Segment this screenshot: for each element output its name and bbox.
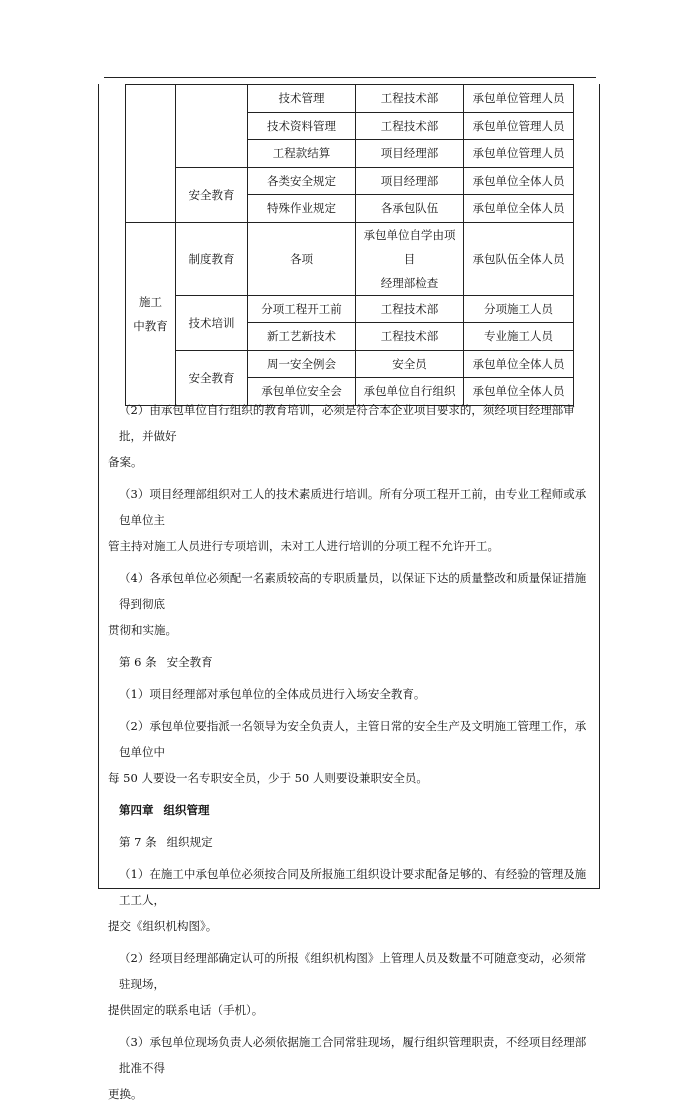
table-cell: 工程款结算 (248, 140, 356, 168)
paragraph (108, 1029, 594, 1107)
paragraph-line: （2）承包单位要指派一名领导为安全负责人，主管日常的安全生产及文明施工管理工作，承包单位中 (119, 719, 587, 759)
chapter-number: 第四章 (119, 803, 154, 817)
table-cell: 特殊作业规定 (248, 195, 356, 223)
table-cell: 各类安全规定 (248, 167, 356, 195)
cell-line: 经理部检查 (380, 275, 439, 290)
paragraph-line: 提交《组织机构图》。 (108, 919, 218, 933)
chapter-heading (119, 797, 594, 823)
paragraph-line: （2）由承包单位自行组织的教育培训，必须是符合本企业项目要求的，须经项目经理部审批，并做好 (119, 403, 575, 443)
table-row (126, 85, 574, 113)
table-cell: 承包单位安全会 (248, 378, 356, 406)
table-row (126, 295, 574, 323)
paragraph (119, 681, 594, 707)
table-cell: 安全教育 (176, 350, 248, 405)
chapter-title: 组织管理 (163, 803, 210, 817)
article-title: 安全教育 (166, 655, 213, 669)
table-cell: 工程技术部 (356, 323, 464, 351)
phase-label-line2: 中教育 (133, 318, 168, 333)
table-cell: 承包单位管理人员 (464, 112, 574, 140)
paragraph-line: 每 50 人要设一名专职安全员，少于 50 人则要设兼职安全员。 (108, 771, 428, 785)
paragraph-line: 贯彻和实施。 (108, 623, 177, 637)
table-cell: 各项 (248, 222, 356, 295)
paragraph (108, 713, 594, 791)
table-cell: 技术资料管理 (248, 112, 356, 140)
article-number: 第 7 条 (119, 835, 157, 849)
table-cell: 周一安全例会 (248, 350, 356, 378)
table-cell: 承包队伍全体人员 (464, 222, 574, 295)
paragraph (108, 945, 594, 1023)
table-cell: 分项工程开工前 (248, 295, 356, 323)
table-cell: 项目经理部 (356, 167, 464, 195)
paragraph-line: （4）各承包单位必须配一名素质较高的专职质量员，以保证下达的质量整改和质量保证措施得到彻底 (119, 571, 587, 611)
table-cell: 承包单位全体人员 (464, 167, 574, 195)
table-cell: 承包单位全体人员 (464, 350, 574, 378)
paragraph-line: 管主持对施工人员进行专项培训，未对工人进行培训的分项工程不允许开工。 (108, 539, 499, 553)
table-cell: 制度教育 (176, 222, 248, 295)
table-cell: 安全教育 (176, 167, 248, 222)
table-cell: 承包单位自行组织 (356, 378, 464, 406)
phase-label-line1: 施工 (139, 294, 162, 309)
paragraph (108, 397, 594, 475)
paragraph (108, 861, 594, 939)
article-heading-line (119, 649, 594, 675)
table-cell: 安全员 (356, 350, 464, 378)
article-title: 组织规定 (166, 835, 213, 849)
paragraph-line: （2）经项目经理部确定认可的所报《组织机构图》上管理人员及数量不可随意变动，必须常驻现场， (119, 951, 587, 991)
article-heading (119, 649, 594, 675)
paragraph (108, 565, 594, 643)
table-cell: 工程技术部 (356, 85, 464, 113)
table-cell-phase (126, 222, 176, 405)
table-cell (176, 85, 248, 168)
body-text (108, 397, 594, 1113)
article-heading (119, 829, 594, 855)
chapter-heading-line (119, 797, 594, 823)
paragraph-line: （1）在施工中承包单位必须按合同及所报施工组织设计要求配备足够的、有经验的管理及施工工人， (119, 867, 587, 907)
article-heading-line (119, 829, 594, 855)
header-rule (104, 77, 596, 78)
table-cell: 承包单位全体人员 (464, 378, 574, 406)
table-cell (356, 222, 464, 295)
table-cell: 承包单位管理人员 (464, 85, 574, 113)
article-number: 第 6 条 (119, 655, 157, 669)
table-cell: 承包单位管理人员 (464, 140, 574, 168)
table-cell: 分项施工人员 (464, 295, 574, 323)
paragraph-line: 更换。 (108, 1087, 143, 1101)
paragraph-line: 备案。 (108, 455, 143, 469)
paragraph-line: （3）项目经理部组织对工人的技术素质进行培训。所有分项工程开工前，由专业工程师或承包单位主 (119, 487, 587, 527)
paragraph-line: 提供固定的联系电话（手机）。 (108, 1003, 264, 1017)
table-cell: 项目经理部 (356, 140, 464, 168)
table-cell: 各承包队伍 (356, 195, 464, 223)
cell-line: 承包单位自学由项目 (363, 227, 456, 266)
paragraph-line: （3）承包单位现场负责人必须依据施工合同常驻现场，履行组织管理职责，不经项目经理部批准不得 (119, 1035, 587, 1075)
paragraph-line: （1）项目经理部对承包单位的全体成员进行入场安全教育。 (119, 687, 426, 701)
table-cell: 工程技术部 (356, 295, 464, 323)
table-cell: 专业施工人员 (464, 323, 574, 351)
table-cell: 新工艺新技术 (248, 323, 356, 351)
education-plan-table (125, 84, 574, 406)
table-cell: 技术管理 (248, 85, 356, 113)
table-cell (126, 85, 176, 223)
table-cell: 技术培训 (176, 295, 248, 350)
paragraph (108, 481, 594, 559)
table-row (126, 167, 574, 195)
table-cell: 工程技术部 (356, 112, 464, 140)
table-row (126, 350, 574, 378)
table-cell: 承包单位全体人员 (464, 195, 574, 223)
